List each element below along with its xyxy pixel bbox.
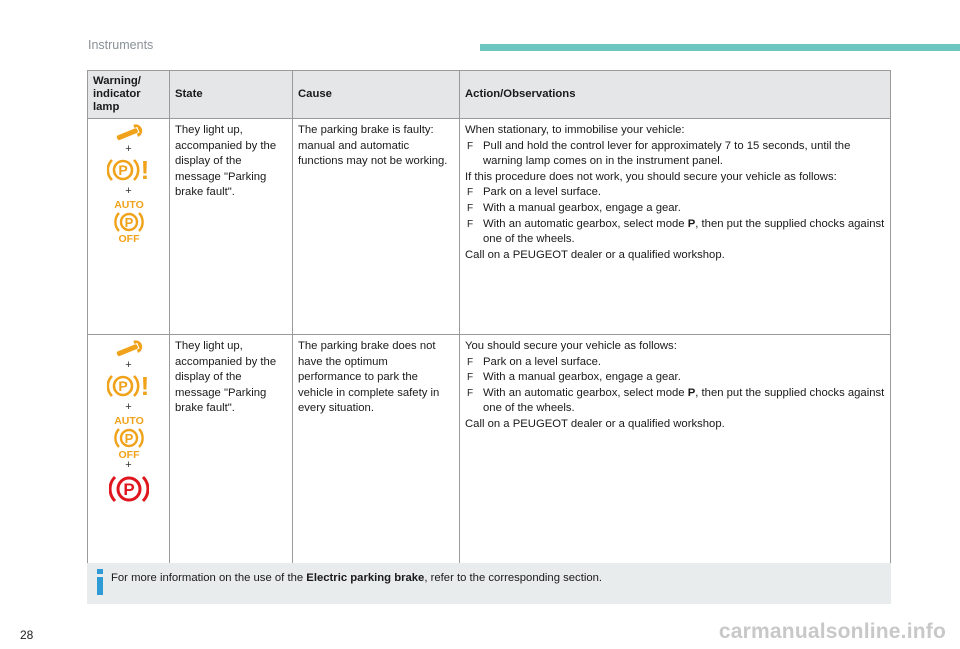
- table-header-row: [88, 71, 891, 119]
- parking-brake-fault-icon: [107, 155, 151, 185]
- column-header-lamp: Warning/ indicator lamp: [88, 71, 170, 119]
- off-label: OFF: [118, 233, 139, 243]
- auto-label: AUTO: [113, 199, 144, 211]
- info-icon: [96, 569, 104, 595]
- cause-cell: The parking brake does not have the optimum performance to park the vehicle in complete safety in every situation.: [293, 335, 460, 568]
- action-text: When stationary, to immobilise your vehicle:: [465, 124, 685, 136]
- wrench-icon: [112, 339, 146, 359]
- auto-label: AUTO: [113, 415, 144, 427]
- action-text: If this procedure does not work, you should secure your vehicle as follows:: [465, 170, 837, 183]
- section-header-bar: [480, 44, 960, 51]
- parking-brake-fault-icon: [107, 371, 151, 401]
- action-cell: [460, 335, 891, 568]
- action-text: Call on a PEUGEOT dealer or a qualified workshop.: [465, 248, 725, 261]
- action-bullet: F With a manual gearbox, engage a gear.: [465, 370, 885, 386]
- plus-sign: +: [125, 459, 132, 471]
- plus-sign: +: [125, 185, 132, 197]
- p-letter: P: [117, 378, 128, 394]
- bullet-arrow-icon: F: [467, 387, 474, 399]
- action-bullet: F Pull and hold the control lever for approximately 7 to 15 seconds, until the warning lamp comes on in the instrument panel.: [467, 139, 851, 168]
- plus-sign: +: [125, 359, 132, 371]
- bullet-arrow-icon: F: [467, 218, 474, 230]
- auto-off-icon: [111, 413, 147, 459]
- watermark: carmanualsonline.info: [718, 620, 946, 643]
- action-bullet: F Park on a level surface.: [465, 355, 885, 371]
- auto-off-icon: [111, 197, 147, 243]
- parking-brake-red-icon: [109, 471, 149, 507]
- action-bullet: F With an automatic gearbox, select mode P, then put the supplied chocks against one of the wheels.: [467, 217, 885, 246]
- p-letter: P: [117, 162, 128, 178]
- bullet-arrow-icon: F: [467, 187, 474, 199]
- info-box: [87, 563, 891, 604]
- action-bullet: F Park on a level surface.: [465, 185, 885, 201]
- info-bold-term: Electric parking brake: [306, 572, 425, 584]
- section-title: Instruments: [88, 38, 154, 52]
- bullet-arrow-icon: F: [467, 140, 474, 152]
- cause-cell: The parking brake is faulty: manual and automatic functions may not be working.: [293, 119, 460, 335]
- plus-sign: +: [125, 401, 132, 413]
- action-text: Call on a PEUGEOT dealer or a qualified workshop.: [465, 417, 725, 430]
- action-bullet: F With a manual gearbox, engage a gear.: [465, 201, 885, 217]
- bullet-arrow-icon: F: [467, 356, 474, 368]
- lamp-cell: [88, 335, 170, 568]
- state-cell: They light up, accompanied by the display of the message "Parking brake fault".: [170, 335, 293, 568]
- column-header-state: State: [170, 71, 293, 119]
- action-text: You should secure your vehicle as follows:: [465, 340, 677, 352]
- table-row: [88, 335, 891, 568]
- warning-lamp-table: [87, 70, 891, 568]
- column-header-cause: Cause: [293, 71, 460, 119]
- plus-sign: +: [125, 143, 132, 155]
- info-text: For more information on the use of the Electric parking brake, refer to the corresponding section.: [111, 572, 603, 584]
- off-label: OFF: [118, 449, 139, 459]
- exclamation-mark: !: [140, 155, 149, 185]
- bullet-arrow-icon: F: [467, 372, 474, 384]
- wrench-icon: [112, 123, 146, 143]
- p-letter: P: [124, 215, 133, 230]
- column-header-action: Action/Observations: [460, 71, 891, 119]
- action-cell: [460, 119, 891, 335]
- action-bullet: F With an automatic gearbox, select mode P, then put the supplied chocks against one of the wheels.: [467, 386, 885, 415]
- page-number: 28: [20, 628, 34, 642]
- bullet-arrow-icon: F: [467, 202, 474, 214]
- exclamation-mark: !: [140, 371, 149, 401]
- p-letter: P: [124, 431, 133, 446]
- table-row: [88, 119, 891, 335]
- p-letter: P: [122, 480, 135, 499]
- state-cell: They light up, accompanied by the display of the message "Parking brake fault".: [170, 119, 293, 335]
- lamp-cell: [88, 119, 170, 335]
